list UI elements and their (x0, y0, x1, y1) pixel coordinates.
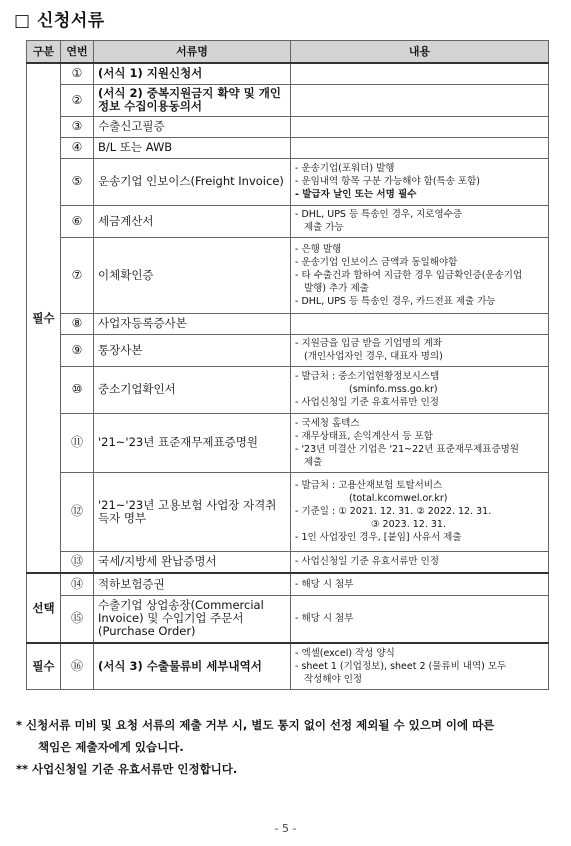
table-row (27, 472, 549, 551)
row-number: ⑧ (61, 313, 94, 334)
content-line: 발행) 추가 제출 (304, 282, 369, 294)
document-content (291, 413, 549, 472)
content-line: - 사업신청일 기준 유효서류만 인정 (295, 397, 439, 408)
document-name: (서식 2) 중복지원금지 확약 및 개인정보 수집이용동의서 (94, 84, 291, 116)
document-name: (서식 1) 지원신청서 (94, 63, 291, 84)
footnote-1: * 신청서류 미비 및 요청 서류의 제출 거부 시, 별도 통지 없이 선정 제외될 수 있으며 이에 따른 (16, 718, 495, 732)
documents-table (26, 40, 549, 690)
table-row (27, 573, 549, 595)
table-header-row (27, 41, 549, 64)
document-content (291, 313, 549, 334)
table-row (27, 158, 549, 205)
row-number: ④ (61, 137, 94, 158)
content-line: - 은행 발행 (295, 243, 342, 255)
row-number: ⑪ (61, 413, 94, 472)
content-line: (개인사업자인 경우, 대표자 명의) (304, 351, 443, 362)
document-name: 통장사본 (94, 334, 291, 366)
content-line: - 발급처 : 중소기업현황정보시스템 (295, 371, 440, 382)
section-title: □ 신청서류 (14, 11, 105, 31)
row-number: ⑥ (61, 205, 94, 237)
document-name: 국세/지방세 완납증명서 (94, 551, 291, 573)
document-name: 사업자등록증사본 (94, 313, 291, 334)
content-line: 제출 가능 (304, 222, 344, 233)
content-line: - 해당 시 첨부 (295, 578, 354, 590)
row-number: ③ (61, 116, 94, 137)
footnote-2: ** 사업신청일 기준 유효서류만 인정합니다. (16, 762, 238, 776)
document-content (291, 137, 549, 158)
header-content: 내용 (291, 41, 549, 64)
content-line: - 운임내역 항목 구분 가능해야 함(특송 포함) (295, 176, 480, 187)
content-line: - DHL, UPS 등 특송인 경우, 카드전표 제출 가능 (295, 295, 496, 307)
document-content (291, 205, 549, 237)
document-content (291, 595, 549, 643)
header-category: 구분 (27, 41, 61, 64)
content-line: - 1인 사업장인 경우, [붙임] 사유서 제출 (295, 532, 462, 543)
content-line: - 운송기업 인보이스 금액과 동일해야함 (295, 256, 458, 268)
footnote-1-continued: 책임은 제출자에게 있습니다. (38, 740, 184, 754)
row-number: ⑨ (61, 334, 94, 366)
document-name: 세금계산서 (94, 205, 291, 237)
row-number: ⑫ (61, 472, 94, 551)
document-content (291, 237, 549, 313)
content-line: ③ 2023. 12. 31. (371, 519, 446, 530)
header-document: 서류명 (94, 41, 291, 64)
document-content (291, 116, 549, 137)
table-row (27, 137, 549, 158)
document-name: '21~'23년 표준재무제표증명원 (94, 413, 291, 472)
row-number: ① (61, 63, 94, 84)
document-content (291, 366, 549, 413)
document-name: 중소기업확인서 (94, 366, 291, 413)
document-name: 이체확인증 (94, 237, 291, 313)
category-optional: 선택 (27, 573, 61, 643)
document-content (291, 643, 549, 689)
row-number: ⑬ (61, 551, 94, 573)
row-number: ⑤ (61, 158, 94, 205)
content-line: - 운송기업(포워더) 발행 (295, 163, 395, 174)
table-row (27, 551, 549, 573)
row-number: ⑭ (61, 573, 94, 595)
table-row (27, 237, 549, 313)
document-name: 수출신고필증 (94, 116, 291, 137)
content-line: - 타 수출건과 합하여 지급한 경우 입금확인증(운송기업 (295, 269, 523, 281)
document-name: B/L 또는 AWB (94, 137, 291, 158)
content-line: (sminfo.mss.go.kr) (349, 384, 438, 395)
table-row (27, 334, 549, 366)
content-line: - DHL, UPS 등 특송인 경우, 지로영수증 (295, 209, 462, 220)
table-row (27, 413, 549, 472)
category-required-2: 필수 (27, 643, 61, 689)
content-line: - 발급자 날인 또는 서명 필수 (295, 189, 417, 200)
content-line: - 엑셀(excel) 작성 양식 (295, 647, 395, 659)
content-line: - 지원금을 입금 받을 기업명의 계좌 (295, 338, 443, 349)
table-row (27, 84, 549, 116)
document-name: 운송기업 인보이스(Freight Invoice) (94, 158, 291, 205)
row-number: ② (61, 84, 94, 116)
document-content (291, 334, 549, 366)
content-line: - 기준일 : ① 2021. 12. 31. ② 2022. 12. 31. (295, 506, 492, 517)
table-row (27, 595, 549, 643)
document-content (291, 573, 549, 595)
content-line: - 해당 시 첨부 (295, 613, 354, 625)
table-row (27, 205, 549, 237)
content-line: - '23년 미결산 기업은 '21~22년 표준재무제표증명원 (295, 443, 519, 455)
content-line: - 사업신청일 기준 유효서류만 인정 (295, 556, 439, 568)
document-content (291, 158, 549, 205)
table-row (27, 116, 549, 137)
document-name: 수출기업 상업송장(Commercial Invoice) 및 수입기업 주문서 (Purchase Order) (94, 595, 291, 643)
content-line: - 재무상태표, 손익계산서 등 포함 (295, 430, 433, 442)
header-number: 연번 (61, 41, 94, 64)
table-row (27, 63, 549, 84)
table-row (27, 366, 549, 413)
content-line: - 국세청 홈텍스 (295, 417, 360, 429)
document-content (291, 472, 549, 551)
content-line: 제출 (304, 456, 323, 468)
row-number: ⑮ (61, 595, 94, 643)
category-required: 필수 (27, 63, 61, 573)
content-line: - sheet 1 (기업정보), sheet 2 (물류비 내역) 모두 (295, 660, 507, 672)
document-content (291, 63, 549, 84)
content-line: - 발급처 : 고용산재보험 토탈서비스 (295, 480, 443, 491)
document-name: '21~'23년 고용보험 사업장 자격취득자 명부 (94, 472, 291, 551)
row-number: ⑦ (61, 237, 94, 313)
row-number: ⑩ (61, 366, 94, 413)
page-number: - 5 - (274, 822, 297, 835)
document-content (291, 84, 549, 116)
content-line: 작성해야 인정 (304, 673, 363, 685)
table-row (27, 643, 549, 689)
document-name: (서식 3) 수출물류비 세부내역서 (94, 643, 291, 689)
row-number: ⑯ (61, 643, 94, 689)
content-line: (total.kcomwel.or.kr) (349, 493, 448, 504)
footnotes (16, 714, 494, 780)
document-content (291, 551, 549, 573)
table-row (27, 313, 549, 334)
document-name: 적하보험증권 (94, 573, 291, 595)
